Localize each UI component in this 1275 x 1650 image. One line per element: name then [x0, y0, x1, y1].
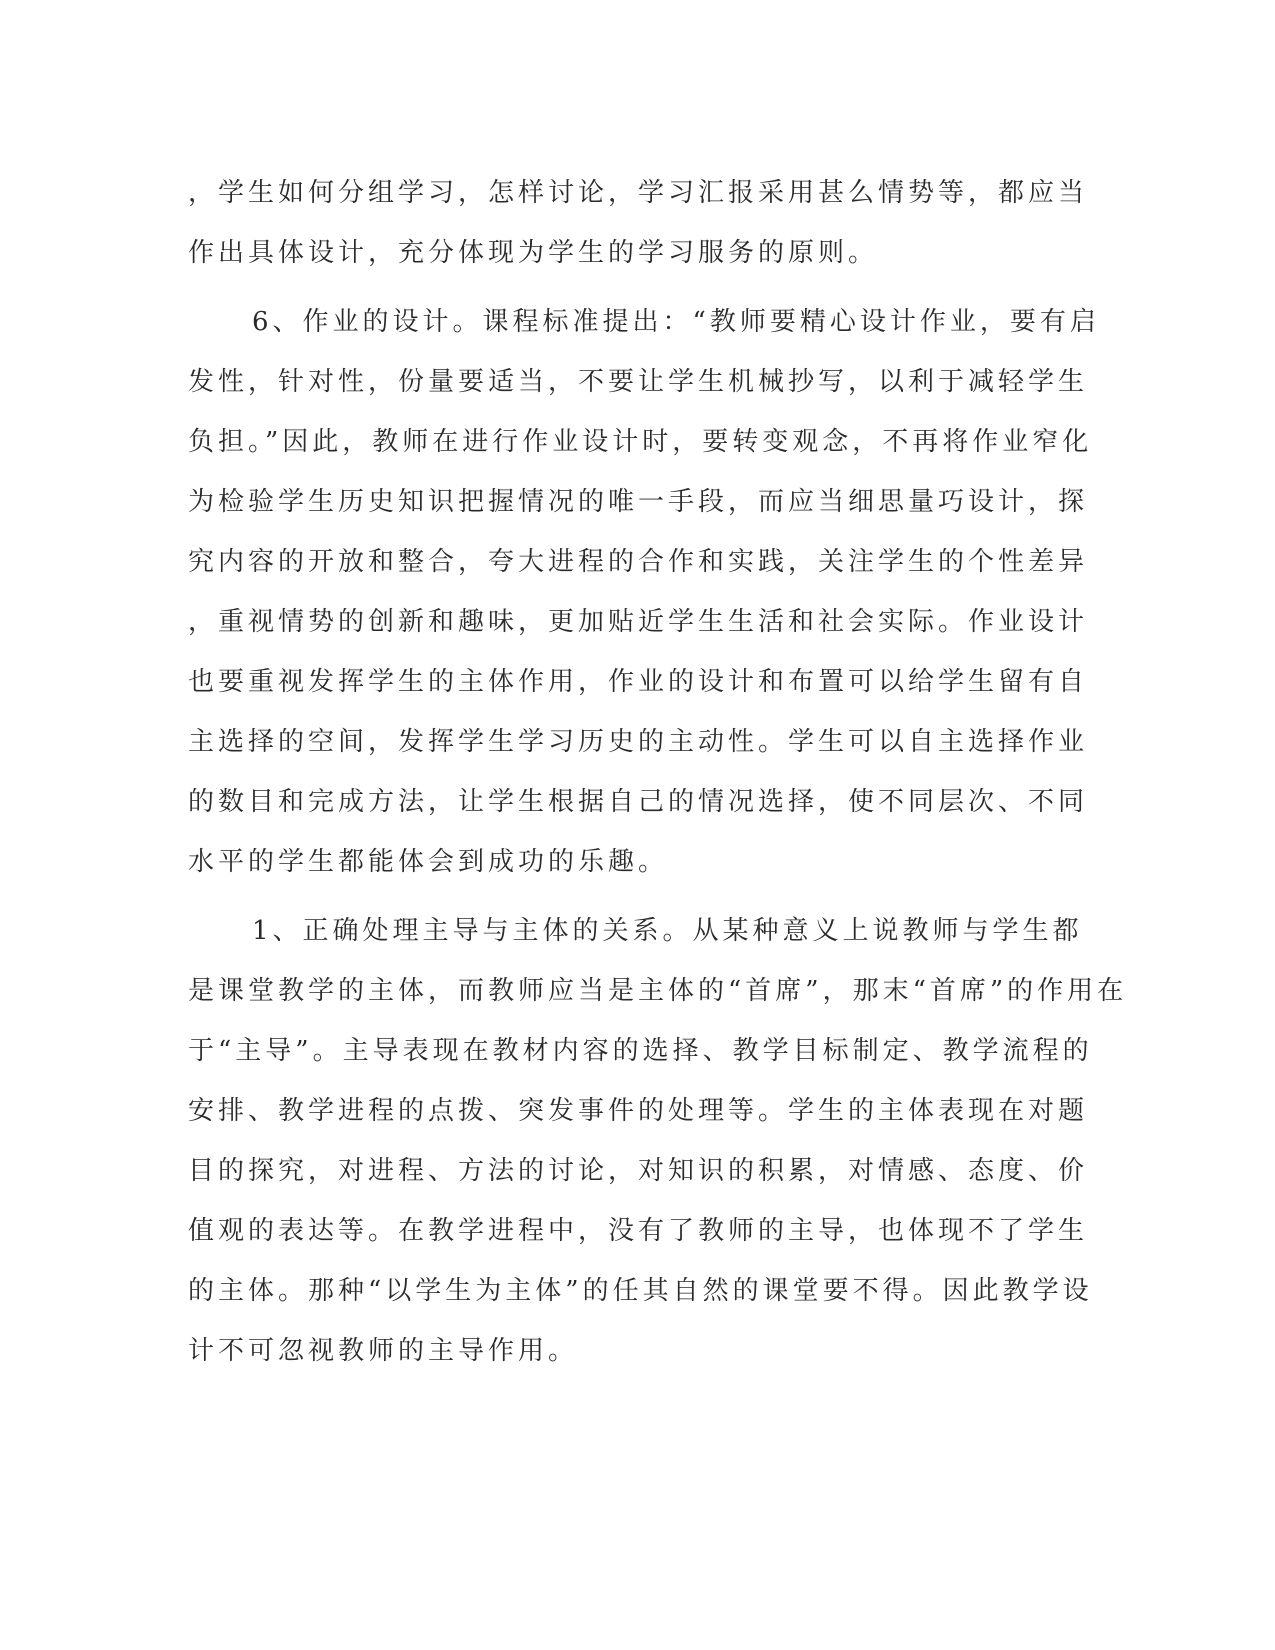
text-line: ，学生如何分组学习，怎样讨论，学习汇报采用甚么情势等，都应当 [188, 178, 1089, 208]
text-line: 安排、教学进程的点拨、突发事件的处理等。学生的主体表现在对题 [188, 1096, 1089, 1126]
document-body [188, 163, 1128, 1381]
text-line: 也要重视发挥学生的主体作用，作业的设计和布置可以给学生留有自 [188, 667, 1089, 697]
text-line: 是课堂教学的主体，而教师应当是主体的“首席”，那末“首席”的作用在 [188, 976, 1128, 1006]
paragraph-spacing [188, 892, 1078, 901]
text-line: 的数目和完成方法，让学生根据自己的情况选择，使不同层次、不同 [188, 787, 1089, 817]
text-line: 究内容的开放和整合，夸大进程的合作和实践，关注学生的个性差异 [188, 547, 1089, 577]
text-line: 1、正确处理主导与主体的关系。从某种意义上说教师与学生都 [252, 916, 1083, 946]
paragraph-homework-design [188, 292, 1100, 892]
paragraph-continuation [188, 163, 1089, 283]
text-line: 水平的学生都能体会到成功的乐趣。 [188, 847, 669, 877]
text-line: 的主体。那种“以学生为主体”的任其自然的课堂要不得。因此教学设 [188, 1276, 1093, 1306]
text-line: 为检验学生历史知识把握情况的唯一手段，而应当细思量巧设计，探 [188, 487, 1089, 517]
text-line: 负担。”因此，教师在进行作业设计时，要转变观念，不再将作业窄化 [188, 427, 1093, 457]
paragraph-spacing [188, 283, 1078, 292]
text-line: 于“主导”。主导表现在教材内容的选择、教学目标制定、教学流程的 [188, 1036, 1093, 1066]
text-line: 作出具体设计，充分体现为学生的学习服务的原则。 [188, 238, 879, 268]
text-line: 目的探究，对进程、方法的讨论，对知识的积累，对情感、态度、价 [188, 1156, 1089, 1186]
text-line: 计不可忽视教师的主导作用。 [188, 1336, 579, 1366]
text-line: ，重视情势的创新和趣味，更加贴近学生生活和社会实际。作业设计 [188, 607, 1089, 637]
text-line: 发性，针对性，份量要适当，不要让学生机械抄写，以利于减轻学生 [188, 367, 1089, 397]
text-line: 值观的表达等。在教学进程中，没有了教师的主导，也体现不了学生 [188, 1216, 1089, 1246]
text-line: 主选择的空间，发挥学生学习历史的主动性。学生可以自主选择作业 [188, 727, 1089, 757]
text-line: 6、作业的设计。课程标准提出：“教师要精心设计作业，要有启 [252, 307, 1100, 337]
paragraph-leading-role [188, 901, 1128, 1381]
